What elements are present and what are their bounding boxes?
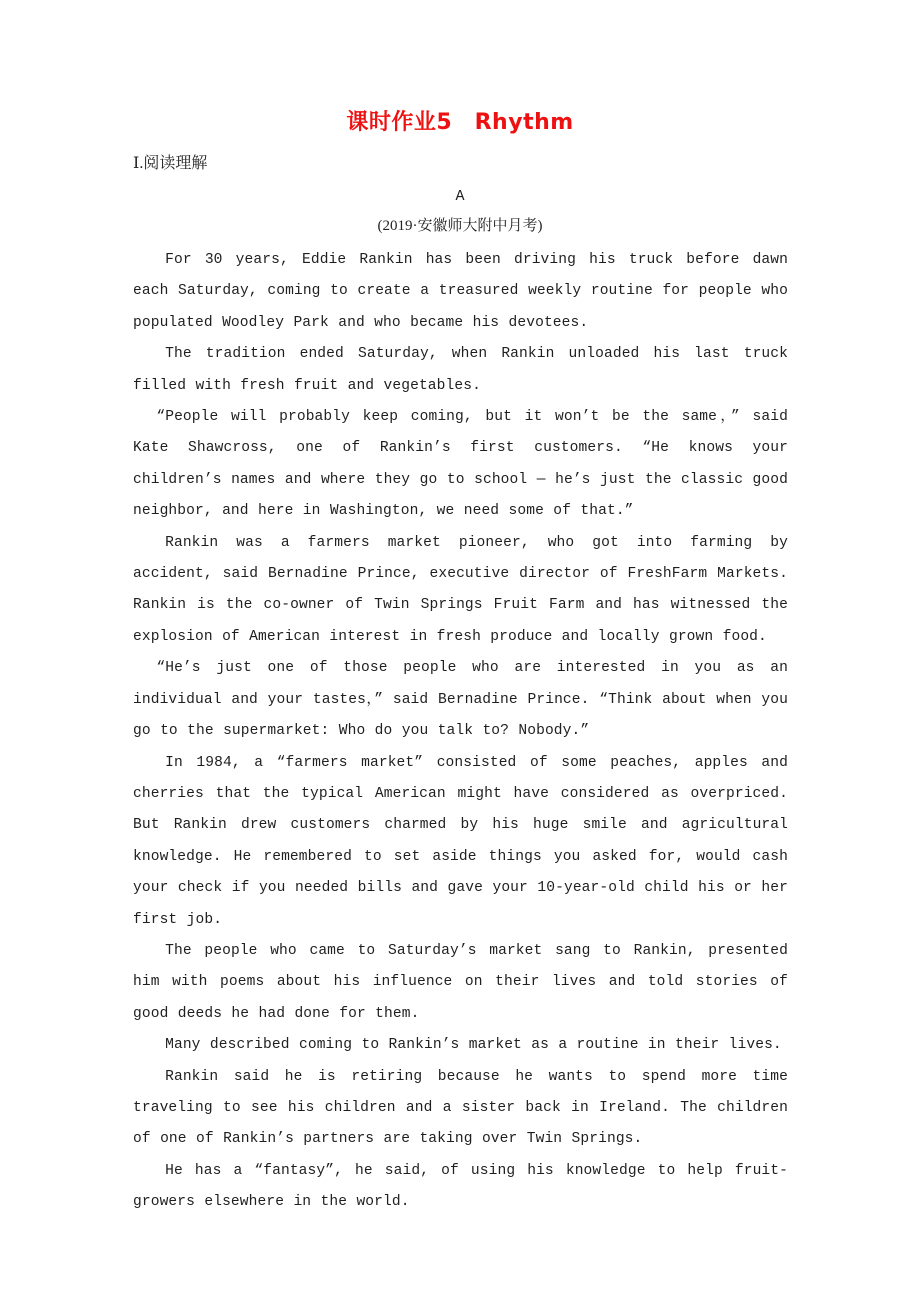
paragraph: The tradition ended Saturday, when Rankin unloaded his last truck filled with fresh fruit and vegetables. bbox=[133, 346, 788, 394]
passage-letter: A bbox=[455, 188, 465, 205]
paragraph: He has a “fantasy”, he said, of using his knowledge to help fruit-growers elsewhere in the world. bbox=[133, 1162, 788, 1211]
paragraph: Rankin was a farmers market pioneer, who got into farming by accident, said Bernadine Prince, executive director of FreshFarm Markets. Rankin is the co-owner of Twin Springs Fruit Farm and has witnessed the explosion of American interest in fresh produce and locally grown food. bbox=[133, 534, 788, 645]
section-label-reading-comprehension: Ⅰ.阅读理解 bbox=[133, 155, 208, 172]
paragraph: The people who came to Saturday’s market sang to Rankin, presented him with poems about his influence on their lives and told stories of good deeds he had done for them. bbox=[133, 942, 788, 1022]
paragraph: Many described coming to Rankin’s market as a routine in their lives. bbox=[165, 1037, 782, 1054]
paragraph: In 1984, a “farmers market” consisted of some peaches, apples and cherries that the typical American might have considered as overpriced. But Rankin drew customers charmed by his huge smile and agricultural knowledge. He remembered to set aside things you asked for, would cash your check if you needed bills and gave your 10-year-old child his or her first job. bbox=[133, 754, 788, 928]
paragraph: For 30 years, Eddie Rankin has been driving his truck before dawn each Saturday, coming to create a treasured weekly routine for people who populated Woodley Park and who became his devotees. bbox=[133, 252, 788, 331]
passage-body bbox=[133, 245, 788, 1219]
page-title: 课时作业5 Rhythm bbox=[346, 110, 574, 135]
paragraph: “People will probably keep coming, but it won’t be the same，” said Kate Shawcross, one of Rankin’s first customers. “He knows your children’s names and where they go to school — he’s just the classic good neighbor, and here in Washington, we need some of that.” bbox=[133, 409, 788, 520]
passage-source: (2019·安徽师大附中月考) bbox=[377, 218, 543, 234]
paragraph: “He’s just one of those people who are interested in you as an individual and your tastes，” said Bernadine Prince. “Think about when you go to the supermarket: Who do you talk to? Nobody.” bbox=[133, 660, 788, 740]
paragraph: Rankin said he is retiring because he wants to spend more time traveling to see his children and a sister back in Ireland. The children of one of Rankin’s partners are taking over Twin Springs. bbox=[133, 1068, 788, 1148]
